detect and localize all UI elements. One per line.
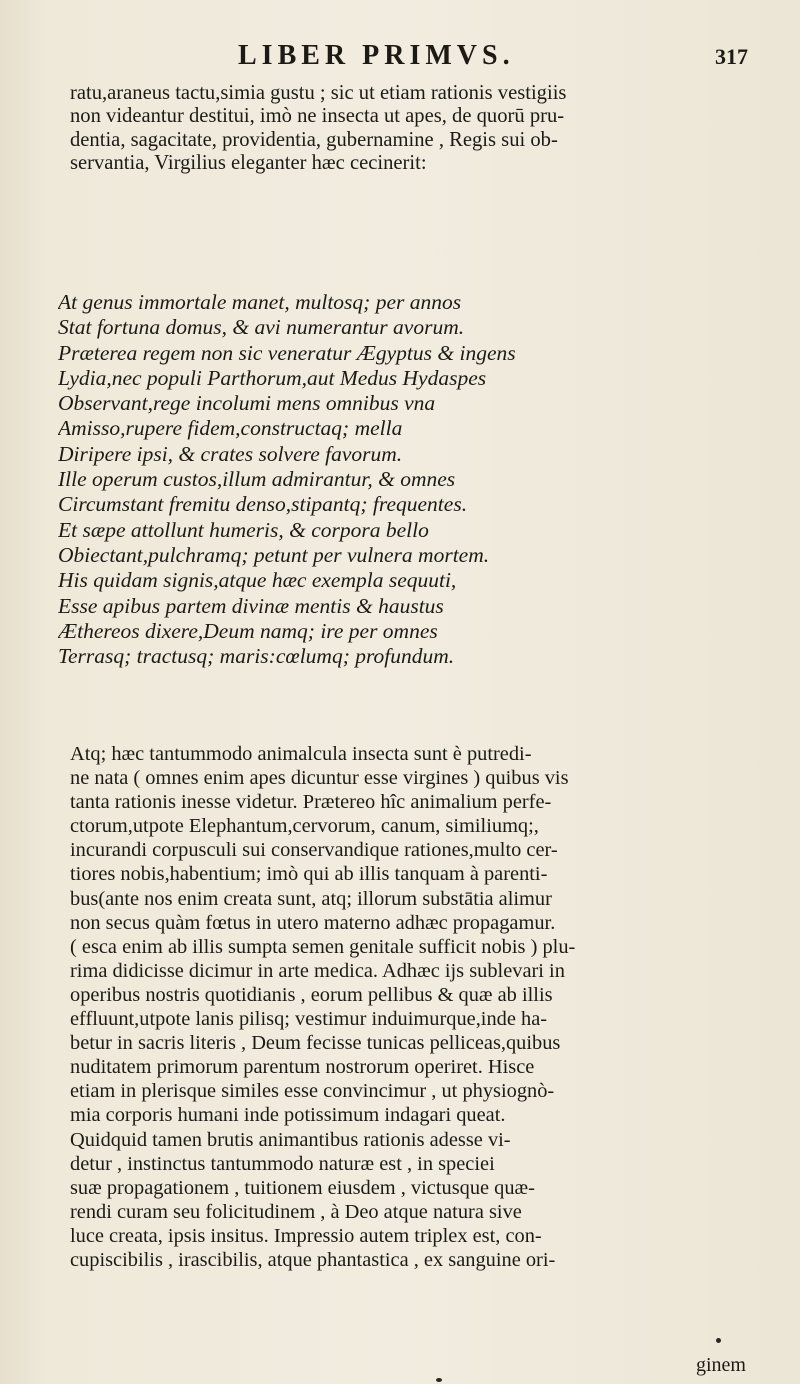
verse-line: Observant,rege incolumi mens omnibus vna — [58, 391, 436, 416]
verse-line: Et sæpe attollunt humeris, & corpora bello — [58, 517, 429, 542]
verse-line: Præterea regem non sic veneratur Ægyptus & ingens — [58, 340, 516, 365]
verse-line: At genus immortale manet, multosq; per annos — [58, 290, 462, 314]
text-line: luce creata, ipsis insitus. Impressio autem triplex est, con- — [70, 1224, 542, 1247]
catchword: ginem — [696, 1354, 746, 1376]
text-line: nuditatem primorum parentum nostrorum operiret. Hisce — [70, 1056, 535, 1079]
verse-line: Obiectant,pulchramq; petunt per vulnera mortem. — [58, 542, 490, 567]
text-line: Quidquid tamen brutis animantibus rationis adesse vi- — [70, 1128, 511, 1151]
text-line: rendi curam seu folicitudinem , à Deo atque natura sive — [70, 1200, 522, 1223]
text-line: ne nata ( omnes enim apes dicuntur esse virgines ) quibus vis — [70, 767, 569, 790]
intro-paragraph — [70, 82, 764, 175]
verse-line: Lydia,nec populi Parthorum,aut Medus Hydaspes — [58, 365, 487, 390]
text-line: tiores nobis,habentium; imò qui ab illis tanquam à parenti- — [70, 863, 548, 886]
verse-line: Circumstant fremitu denso,stipantq; frequentes. — [58, 492, 468, 517]
text-line: servantia, Virgilius eleganter hæc cecinerit: — [70, 151, 427, 174]
text-line: mia corporis humani inde potissimum indagari queat. — [70, 1104, 506, 1127]
text-line: incurandi corpusculi sui conservandique rationes,multo cer- — [70, 839, 558, 862]
verse-line: Diripere ipsi, & crates solvere favorum. — [58, 441, 403, 466]
text-line: non secus quàm fœtus in utero materno adhæc propagamur. — [70, 911, 556, 934]
text-line: effluunt,utpote lanis pilisq; vestimur induimurque,inde ha- — [70, 1008, 548, 1031]
text-line: dentia, sagacitate, providentia, gubernamine , Regis sui ob- — [70, 128, 558, 151]
text-line: tanta rationis inesse videtur. Prætereo hîc animalium perfe- — [70, 791, 552, 814]
verse-line: Stat fortuna domus, & avi numerantur avorum. — [58, 315, 465, 340]
ink-spot — [436, 1378, 442, 1382]
text-line: suæ propagationem , tuitionem eiusdem , victusque quæ- — [70, 1176, 535, 1199]
text-line: ctorum,utpote Elephantum,cervorum, canum, similiumq;, — [70, 815, 539, 838]
verse-line: Terrasq; tractusq; maris:cœlumq; profundum. — [58, 644, 455, 669]
text-line: betur in sacris literis , Deum fecisse tunicas pelliceas,quibus — [70, 1032, 561, 1055]
text-line: operibus nostris quotidianis , eorum pellibus & quæ ab illis — [70, 983, 553, 1006]
verse-line: His quidam signis,atque hæc exempla sequuti, — [58, 568, 457, 593]
verse-line: Æthereos dixere,Deum namq; ire per omnes — [58, 618, 438, 643]
text-line: rima didicisse dicimur in arte medica. Adhæc ijs sublevari in — [70, 959, 565, 982]
ink-spot — [716, 1338, 721, 1343]
page-number: 317 — [715, 44, 748, 69]
text-line: cupiscibilis , irascibilis, atque phantastica , ex sanguine ori- — [70, 1248, 556, 1271]
running-head: LIBER PRIMVS. — [238, 40, 515, 71]
verse-line: Esse apibus partem divinæ mentis & haustus — [58, 593, 444, 618]
text-line: Atq; hæc tantummodo animalcula insecta sunt è putredi- — [70, 743, 532, 765]
text-line: etiam in plerisque similes esse convincimur , ut physiognò- — [70, 1080, 555, 1103]
text-line: ( esca enim ab illis sumpta semen genitale sufficit nobis ) plu- — [70, 935, 576, 958]
main-paragraph — [70, 742, 764, 1272]
text-line: ratu,araneus tactu,simia gustu ; sic ut etiam rationis vestigiis — [70, 82, 567, 104]
page-header — [0, 40, 800, 80]
text-line: bus(ante nos enim creata sunt, atq; illorum substātia alimur — [70, 887, 552, 910]
verse-line: Ille operum custos,illum admirantur, & omnes — [58, 467, 456, 492]
verse-line: Amisso,rupere fidem,constructaq; mella — [58, 416, 403, 441]
text-line: detur , instinctus tantummodo naturæ est , in speciei — [70, 1152, 495, 1175]
virgil-verse-quote — [58, 290, 764, 669]
text-line: non videantur destitui, imò ne insecta ut apes, de quorū pru- — [70, 105, 565, 128]
